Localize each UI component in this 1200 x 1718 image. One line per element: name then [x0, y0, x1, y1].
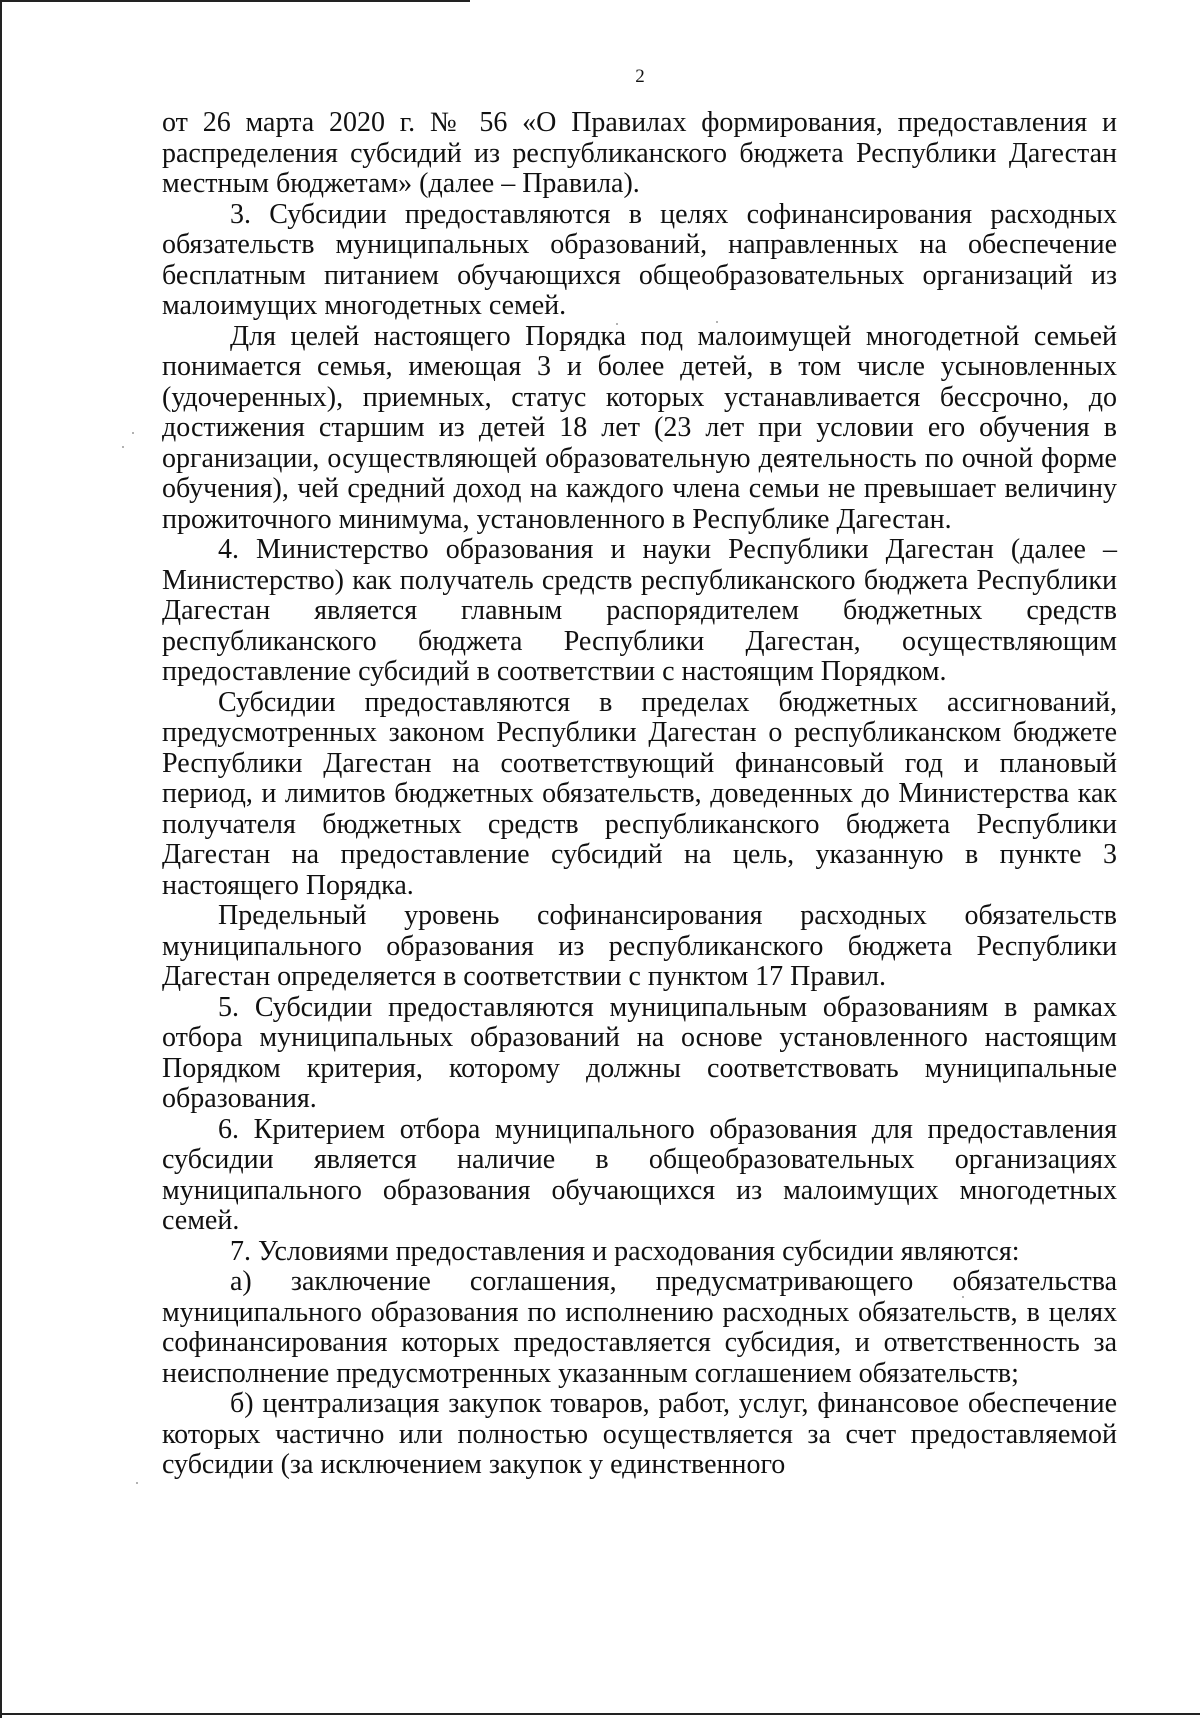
scan-edge-bottom: [0, 1713, 1200, 1715]
scan-speck: [136, 1482, 138, 1484]
scan-edge-top: [0, 0, 470, 2]
paragraph-item-7: 7. Условиями предоставления и расходования субсидии являются:: [230, 1235, 1020, 1267]
page-number: 2: [635, 66, 645, 87]
paragraph-item-7b: б) централизация закупок товаров, работ, услуг, финансовое обеспечение которых частично или полностью осуществляется за счет предоставляемой субсидии (за исключением закупок у единственного: [162, 1388, 1117, 1480]
paragraph-item-4: 4. Министерство образования и науки Республики Дагестан (далее – Министерство) как получатель средств республиканского бюджета Республики Дагестан является главным распорядителем бюджетных средств республиканского бюджета Республики Дагестан, осуществляющим предоставление субсидий в соответствии с настоящим Порядком.: [162, 534, 1117, 687]
paragraph-item-6: 6. Критерием отбора муниципального образования для предоставления субсидии является наличие в общеобразовательных организациях муниципального образования обучающихся из малоимущих многодетных семей.: [162, 1113, 1117, 1236]
document-body: [162, 108, 1117, 1481]
scan-speck: [132, 432, 134, 434]
scan-speck: [122, 446, 124, 448]
paragraph-item-5: 5. Субсидии предоставляются муниципальным образованиям в рамках отбора муниципальных образований на основе установленного настоящим Порядком критерия, которому должны соответствовать муниципальные образования.: [162, 991, 1117, 1114]
paragraph-family-definition: Для целей настоящего Порядка под малоимущей многодетной семьей понимается семья, имеющая 3 и более детей, в том числе усыновленных (удочеренных), приемных, статус которых устанавливается бессрочно, до достижения старшим из детей 18 лет (23 лет при условии его обучения в организации, осуществляющей образовательную деятельность по очной форме обучения), чей средний доход на каждого члена семьи не превышает величину прожиточного минимума, установленного в Республике Дагестан.: [162, 320, 1117, 535]
paragraph-item-3: 3. Субсидии предоставляются в целях софинансирования расходных обязательств муниципальных образований, направленных на обеспечение бесплатным питанием обучающихся общеобразовательных организаций из малоимущих многодетных семей.: [162, 198, 1117, 321]
paragraph-budget-limits: Субсидии предоставляются в пределах бюджетных ассигнований, предусмотренных законом Республики Дагестан о республиканском бюджете Республики Дагестан на соответствующий финансовый год и плановый период, и лимитов бюджетных обязательств, доведенных до Министерства как получателя бюджетных средств республиканского бюджета Республики Дагестан на предоставление субсидий на цель, указанную в пункте 3 настоящего Порядка.: [162, 686, 1117, 901]
scan-edge-left: [0, 0, 2, 1718]
paragraph-item-7a: а) заключение соглашения, предусматривающего обязательства муниципального образования по исполнению расходных обязательств, в целях софинансирования которых предоставляется субсидия, и ответственность за неисполнение предусмотренных указанным соглашением обязательств;: [162, 1266, 1117, 1389]
paragraph-rules-reference: от 26 марта 2020 г. № 56 «О Правилах формирования, предоставления и распределения субсидий из республиканского бюджета Республики Дагестан местным бюджетам» (далее – Правила).: [162, 107, 1117, 199]
paragraph-cofinancing-level: Предельный уровень софинансирования расходных обязательств муниципального образования из республиканского бюджета Республики Дагестан определяется в соответствии с пунктом 17 Правил.: [162, 900, 1117, 992]
